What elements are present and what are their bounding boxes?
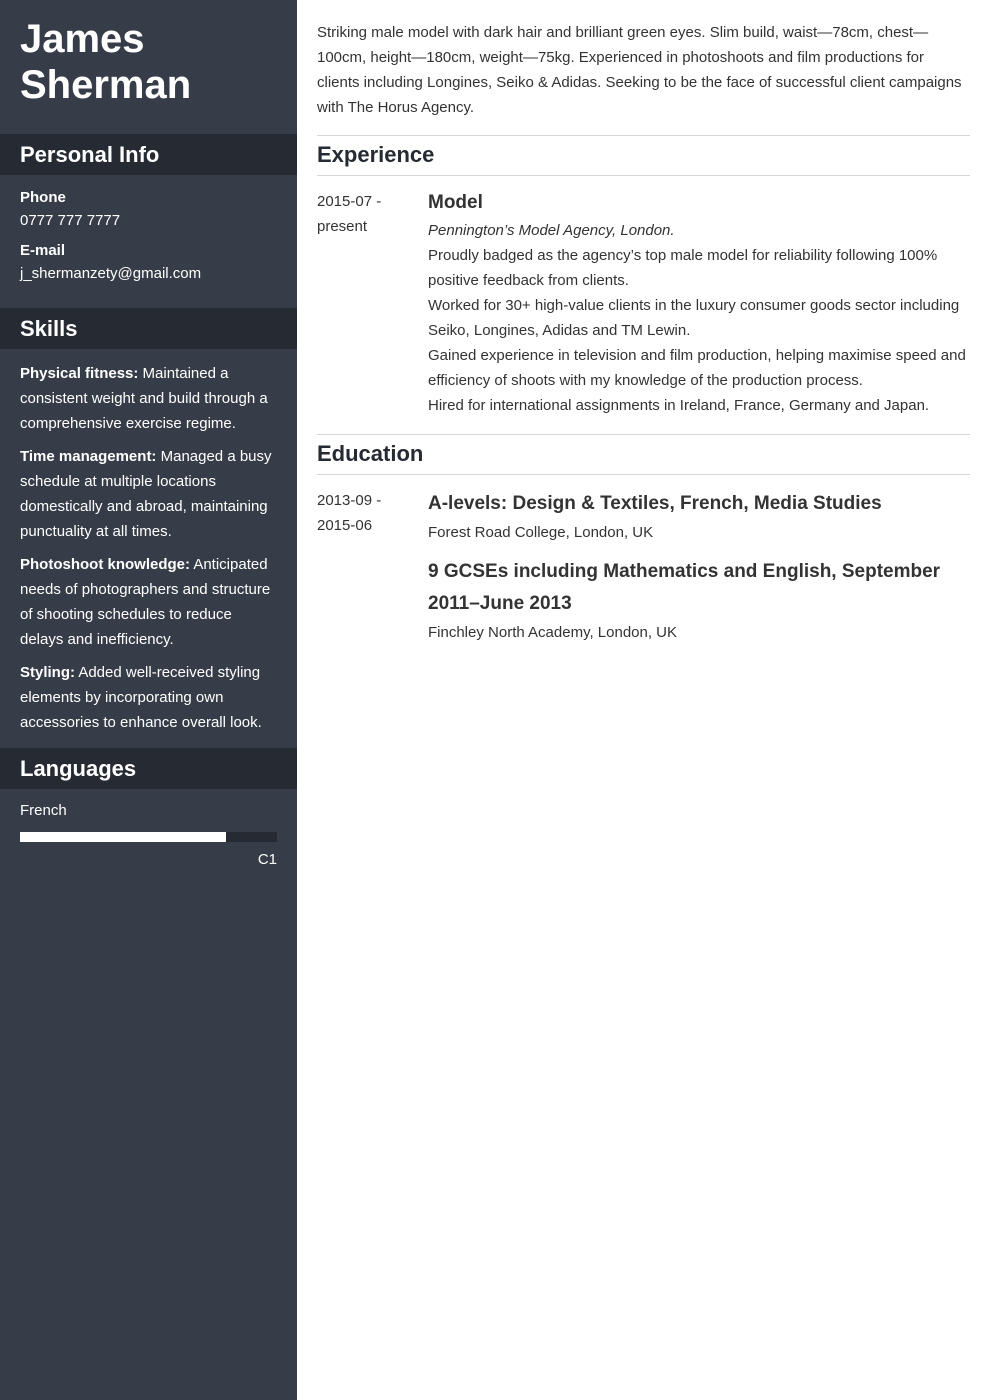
email-label: E-mail [20,242,66,259]
skills-section [0,349,297,748]
achievement-item: Gained experience in television and film production, helping maximise speed and efficiency of shoots with my knowledge of the production process. [428,347,966,389]
personal-info-section [0,175,297,308]
personal-info-header: Personal Info [0,134,297,175]
sidebar [0,0,297,1400]
skill-desc: Managed a busy schedule at multiple locations domestically and abroad, maintaining punctuality at all times. [20,448,272,540]
skill-name: Time management: [20,448,157,465]
skill-desc: Anticipated needs of photographers and structure of shooting schedules to reduce delays and inefficiency. [20,556,271,648]
date-end: present [317,218,368,235]
language-name: French [20,802,67,819]
phone-label: Phone [20,189,66,206]
date-end: 2015-06 [317,517,373,534]
company-name: Pennington’s Model Agency, London. [428,222,675,239]
language-level: C1 [257,851,277,868]
school-name: Finchley North Academy, London, UK [428,624,678,641]
profile-summary: Striking male model with dark hair and brilliant green eyes. Slim build, waist—78cm, chest—100cm, height—180cm, weight—75kg. Experienced in photoshoots and film productions for clients including Longines, Seiko & Adidas. Seeking to be the face of successful client campaigns with The Horus Agency. [317,24,962,116]
main-content [317,0,970,656]
skill-name: Styling: [20,664,75,681]
skill-desc: Maintained a consistent weight and build through a comprehensive exercise regime. [20,365,268,432]
experience-dates [317,189,428,418]
experience-details [428,189,970,418]
skill-item [20,361,277,436]
email-value: j_shermanzety@gmail.com [20,265,202,282]
date-start: 2015-07 - [317,193,382,210]
skill-item [20,660,277,735]
education-dates [317,488,428,656]
school-name: Forest Road College, London, UK [428,524,654,541]
degree-title: 9 GCSEs including Mathematics and English, September 2011–June 2013 [428,561,941,614]
first-name: James [20,17,145,61]
job-title: Model [428,192,483,213]
languages-section [0,789,297,870]
degree-title: A-levels: Design & Textiles, French, Media Studies [428,493,882,514]
language-proficiency-fill [20,832,226,842]
phone-value: 0777 777 7777 [20,212,121,229]
skill-name: Physical fitness: [20,365,139,382]
experience-entry [317,176,970,434]
experience-header: Experience [317,135,970,176]
achievement-item: Proudly badged as the agency’s top male model for reliability following 100% positive feedback from clients. [428,247,938,289]
skills-header: Skills [0,308,297,349]
achievement-item: Worked for 30+ high-value clients in the luxury consumer goods sector including Seiko, Longines, Adidas and TM Lewin. [428,297,960,339]
skill-item [20,444,277,544]
education-details [428,488,970,656]
candidate-name [0,0,297,134]
language-proficiency-bar [20,832,277,842]
skill-desc: Added well-received styling elements by incorporating own accessories to enhance overall look. [20,664,262,731]
achievement-item: Hired for international assignments in Ireland, France, Germany and Japan. [428,397,930,414]
skill-name: Photoshoot knowledge: [20,556,190,573]
education-header: Education [317,434,970,475]
date-start: 2013-09 - [317,492,382,509]
last-name: Sherman [20,63,192,107]
education-entry [317,475,970,656]
languages-header: Languages [0,748,297,789]
skill-item [20,552,277,652]
